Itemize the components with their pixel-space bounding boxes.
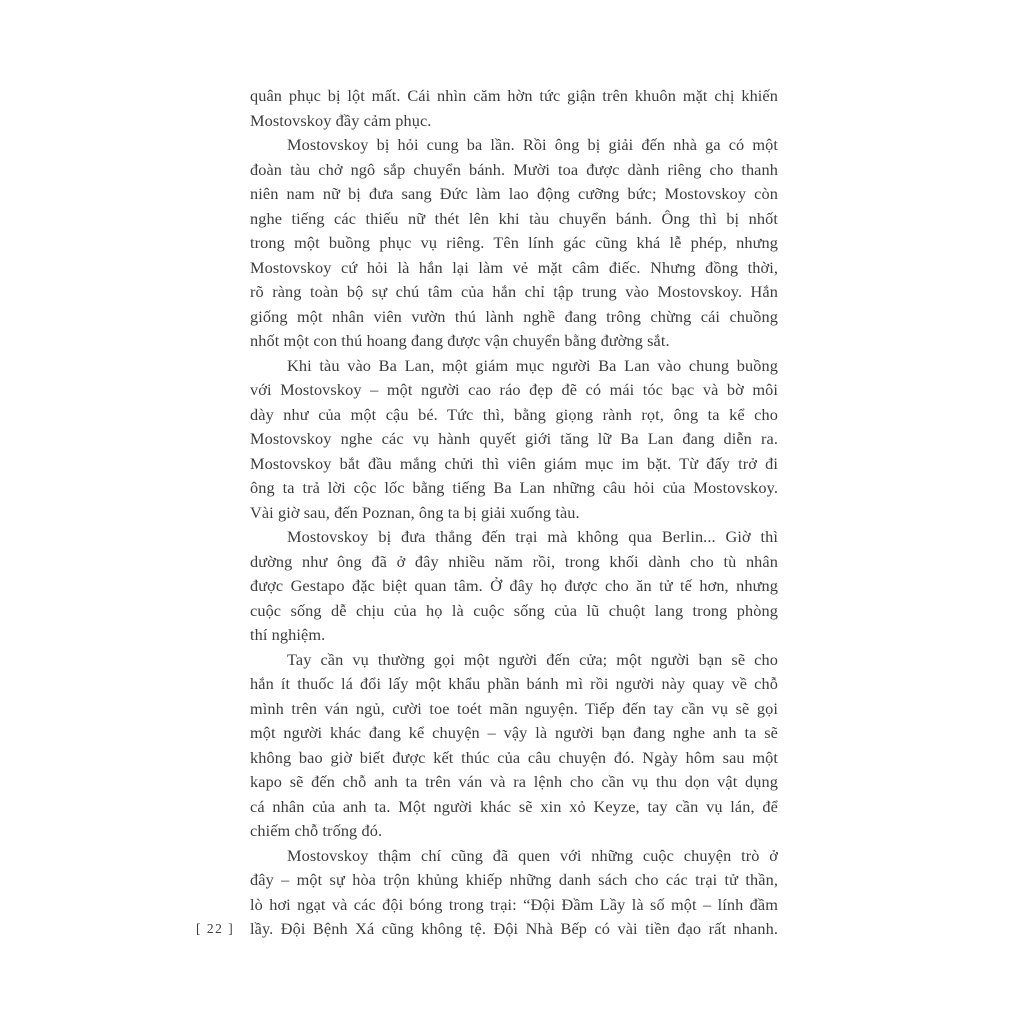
text-line: Mostovskoy bị đưa thẳng đến trại mà không qua Berlin... Giờ thì (287, 527, 778, 546)
text-line: Mostovskoy cứ hỏi là hắn lại làm vẻ mặt câm điếc. Nhưng đồng thời, (250, 257, 778, 277)
text-line: kapo sẽ đến chỗ anh ta trên ván và ra lệnh cho cần vụ thu dọn vật dụng (250, 772, 778, 791)
text-line: được Gestapo đặc biệt quan tâm. Ở đây họ được cho ăn tử tế hơn, nhưng (250, 576, 778, 595)
text-line: niên nam nữ bị đưa sang Đức làm lao động cưỡng bức; Mostovskoy còn (250, 184, 778, 203)
text-line: ông ta trả lời cộc lốc bằng tiếng Ba Lan những câu hỏi của Mostovskoy. (250, 478, 778, 497)
text-line: Vài giờ sau, đến Poznan, ông ta bị giải xuống tàu. (250, 502, 580, 522)
text-line: Tay cần vụ thường gọi một người đến cửa; một người bạn sẽ cho (287, 649, 778, 669)
text-line: Mostovskoy thậm chí cũng đã quen với những cuộc chuyện trò ở (287, 845, 778, 865)
text-line: Khi tàu vào Ba Lan, một giám mục người Ba Lan vào chung buồng (287, 355, 778, 375)
text-line: Mostovskoy đầy cảm phục. (250, 110, 432, 130)
text-line: với Mostovskoy – một người cao ráo đẹp đẽ có mái tóc bạc và bờ môi (250, 380, 778, 399)
text-line: trong một buồng phục vụ riêng. Tên lính gác cũng khá lễ phép, nhưng (250, 233, 778, 252)
text-line: đây – một sự hòa trộn khủng khiếp những danh sách cho các trại tử thần, (250, 870, 778, 889)
text-line: quân phục bị lột mất. Cái nhìn căm hờn tức giận trên khuôn mặt chị khiến (250, 86, 778, 105)
text-line: một người khác đang kể chuyện – vậy là người bạn đang nghe anh ta sẽ (250, 723, 778, 742)
text-line: cuộc sống dễ chịu của họ là cuộc sống của lũ chuột lang trong phòng (250, 600, 778, 620)
text-line: lầy. Đội Bệnh Xá cũng không tệ. Đội Nhà Bếp có vài tiền đạo rất nhanh. (250, 919, 778, 938)
text-line: cá nhân của anh ta. Một người khác sẽ xin xỏ Keyze, tay cần vụ lán, để (250, 796, 778, 816)
text-line: giống một nhân viên vườn thú lành nghề đang trông chừng cái chuồng (250, 306, 778, 326)
text-line: dường như ông đã ở đây nhiều năm rồi, trong khối dành cho tù nhân (250, 551, 778, 571)
text-line: dày như của một cậu bé. Tức thì, bằng giọng rành rọt, ông ta kể cho (250, 404, 778, 424)
text-line: lò hơi ngạt và các đội bóng trong trại: “Đội Đầm Lầy là số một – lính đầm (250, 894, 778, 914)
text-line: nghe tiếng các thiếu nữ thét lên khi tàu chuyển bánh. Ông thì bị nhốt (250, 208, 778, 228)
text-line: chiếm chỗ trống đó. (250, 821, 383, 840)
text-line: mình trên ván ngủ, cười toe toét mãn nguyện. Tiếp đến tay cần vụ sẽ gọi (250, 698, 778, 718)
text-line: rõ ràng toàn bộ sự chú tâm của hắn chỉ tập trung vào Mostovskoy. Hắn (250, 282, 778, 301)
text-column (250, 84, 778, 942)
page-number: [ 22 ] (196, 921, 235, 936)
text-line: Mostovskoy bị hỏi cung ba lần. Rồi ông bị giải đến nhà ga có một (287, 135, 778, 154)
text-line: Mostovskoy bắt đầu mắng chửi thì viên giám mục im bặt. Từ đấy trở đi (250, 453, 778, 473)
text-line: Mostovskoy nghe các vụ hành quyết giới tăng lữ Ba Lan đang diễn ra. (250, 429, 778, 448)
text-line: đoàn tàu chở ngô sắp chuyển bánh. Mười toa được dành riêng cho thanh (250, 159, 778, 179)
text-line: nhốt một con thú hoang đang được vận chuyển bằng đường sắt. (250, 331, 670, 350)
text-line: hắn ít thuốc lá đổi lấy một khẩu phần bánh mì rồi người này quay về chỗ (250, 674, 778, 693)
text-line: thí nghiệm. (250, 625, 326, 644)
text-line: không bao giờ biết được kết thúc của câu chuyện đó. Ngày hôm sau một (250, 747, 778, 767)
